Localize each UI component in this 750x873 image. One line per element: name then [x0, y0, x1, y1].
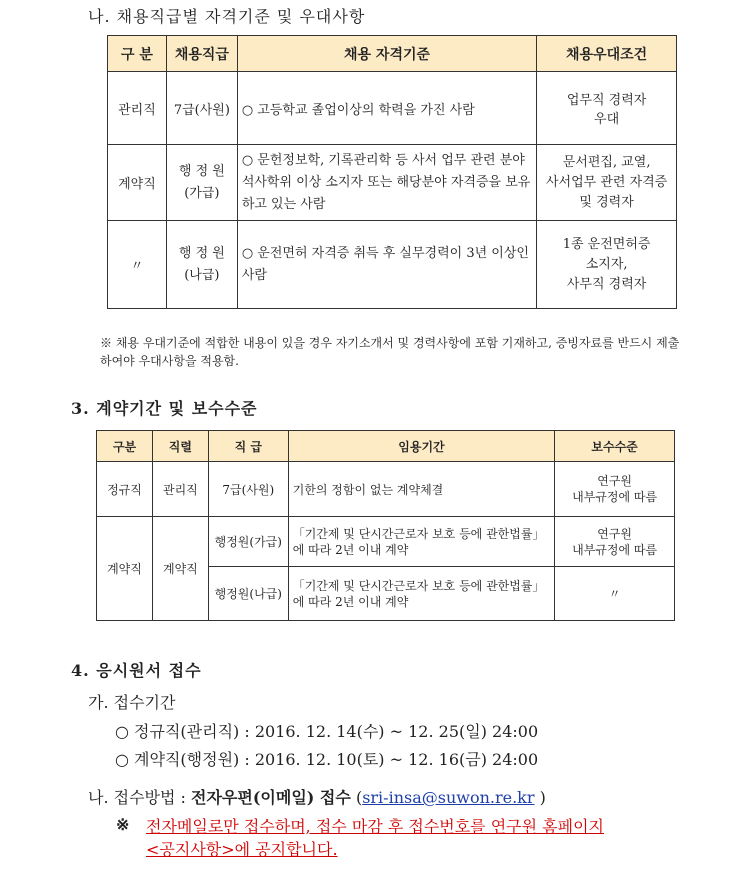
- email-paren-close: ): [534, 788, 546, 807]
- pref-line: 및 경력자: [579, 194, 634, 210]
- row-preference: [537, 145, 677, 221]
- subsection-method: [88, 785, 546, 808]
- row-pay: [555, 462, 675, 517]
- table-header-row: [97, 431, 675, 462]
- row-period: 「기간제 및 단시간근로자 보호 등에 관한법률」에 따라 2년 이내 계약: [288, 517, 554, 567]
- row-grade: [166, 145, 237, 221]
- header-grade: 채용직급: [166, 36, 237, 72]
- row-pay: 〃: [555, 567, 675, 621]
- section-title-qualification: 나. 채용직급별 자격기준 및 우대사항: [88, 7, 366, 26]
- grade-line: 행 정 원: [178, 163, 225, 179]
- table-row: [97, 462, 675, 517]
- header-type: 구분: [97, 431, 153, 462]
- row-grade: [166, 221, 237, 309]
- grade-line: (가급): [184, 185, 220, 201]
- pref-line: 1종 운전면허증: [562, 236, 651, 252]
- notice-line-2: <공지사항>에 공지합니다.: [146, 840, 338, 859]
- row-period: 「기간제 및 단시간근로자 보호 등에 관한법률」에 따라 2년 이내 계약: [288, 567, 554, 621]
- table-row: [108, 72, 677, 145]
- table-row: [97, 517, 675, 567]
- row-type: 정규직: [97, 462, 153, 517]
- row-pay: [555, 517, 675, 567]
- email-link[interactable]: sri-insa@suwon.re.kr: [362, 788, 535, 807]
- pref-line: 우대: [594, 112, 620, 127]
- row-series: 관리직: [152, 462, 208, 517]
- header-grade: 직 급: [208, 431, 288, 462]
- row-grade: [166, 72, 237, 145]
- row-grade: 7급(사원): [208, 462, 288, 517]
- preference-note: ※ 채용 우대기준에 적합한 내용이 있을 경우 자기소개서 및 경력사항에 포함 기재하고, 증빙자료를 반드시 제출하여야 우대사항을 적용함.: [100, 336, 680, 368]
- row-grade: 행정원(나급): [208, 567, 288, 621]
- pref-line: 문서편집, 교열,: [562, 154, 651, 170]
- notice-block: [116, 815, 696, 861]
- qualification-table: [107, 35, 677, 309]
- header-pay: 보수수준: [555, 431, 675, 462]
- row-type: 계약직: [108, 145, 167, 221]
- table-row: [108, 145, 677, 221]
- pref-line: 사서업무 관련 자격증: [545, 174, 668, 190]
- pay-line: 내부규정에 따름: [572, 542, 658, 557]
- grade-line: 행 정 원: [178, 245, 225, 261]
- row-criteria: ○ 운전면허 자격증 취득 후 실무경력이 3년 이상인 사람: [237, 221, 536, 309]
- period-contract: ○ 계약직(행정원) : 2016. 12. 10(토) ~ 12. 16(금) 24:00: [115, 750, 539, 769]
- header-criteria: 채용 자격기준: [237, 36, 536, 72]
- email-paren-open: (: [355, 788, 363, 807]
- pref-line: 사무직 경력자: [566, 276, 647, 292]
- table-header-row: [108, 36, 677, 72]
- header-type: 구 분: [108, 36, 167, 72]
- method-label: 나. 접수방법 :: [88, 788, 192, 807]
- table-row: [108, 221, 677, 309]
- pref-line: 소지자,: [585, 256, 628, 272]
- pay-line: 내부규정에 따름: [572, 490, 658, 504]
- period-regular: ○ 정규직(관리직) : 2016. 12. 14(수) ~ 12. 25(일) 24:00: [115, 722, 539, 741]
- section3-title: 3. 계약기간 및 보수수준: [71, 399, 258, 418]
- notice-mark: ※: [116, 815, 130, 834]
- header-period: 임용기간: [288, 431, 554, 462]
- row-period: 기한의 정함이 없는 계약체결: [288, 462, 554, 517]
- grade-line: (나급): [184, 267, 220, 283]
- pay-line: 연구원: [597, 526, 632, 541]
- header-preference: 채용우대조건: [537, 36, 677, 72]
- pay-line: 연구원: [597, 474, 632, 488]
- row-type: 관리직: [108, 72, 167, 145]
- row-preference: [537, 72, 677, 145]
- notice-line-1: 전자메일로만 접수하며, 접수 마감 후 접수번호를 연구원 홈페이지: [146, 817, 605, 836]
- header-series: 직렬: [152, 431, 208, 462]
- section4-title: 4. 응시원서 접수: [71, 661, 202, 680]
- method-value: 전자우편(이메일) 접수: [191, 788, 351, 807]
- contract-table: [96, 430, 675, 621]
- subsection-period: 가. 접수기간: [88, 693, 176, 712]
- row-series: 계약직: [152, 517, 208, 621]
- row-preference: [537, 221, 677, 309]
- row-criteria: ○ 고등학교 졸업이상의 학력을 가진 사람: [237, 72, 536, 145]
- row-criteria: ○ 문헌정보학, 기록관리학 등 사서 업무 관련 분야 석사학위 이상 소지자 또는 해당분야 자격증을 보유하고 있는 사람: [237, 145, 536, 221]
- grade-line: 7급(사원): [173, 102, 230, 118]
- row-type: 〃: [108, 221, 167, 309]
- pref-line: 업무직 경력자: [566, 93, 647, 108]
- row-grade: 행정원(가급): [208, 517, 288, 567]
- row-type: 계약직: [97, 517, 153, 621]
